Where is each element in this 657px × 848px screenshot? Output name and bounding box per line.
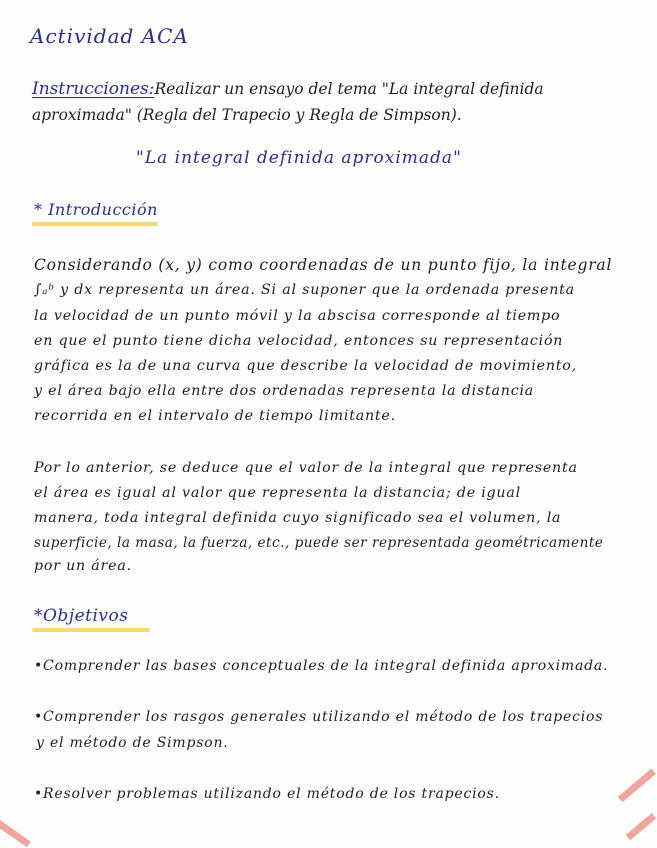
- instructions-label: Instrucciones:: [32, 79, 155, 99]
- essay-title: "La integral definida aproximada": [136, 148, 462, 168]
- intro-highlight: [32, 222, 158, 226]
- p1-line-3: la velocidad de un punto móvil y la abscisa corresponde al tiempo: [34, 308, 561, 324]
- corner-stripe-left: [0, 819, 31, 848]
- p2-line-4: superficie, la masa, la fuerza, etc., puede ser representada geométricamente: [34, 535, 604, 551]
- objective-item-3: •Resolver problemas utilizando el método de los trapecios.: [34, 786, 500, 802]
- p2-line-3: manera, toda integral definida cuyo significado sea el volumen, la: [34, 510, 562, 526]
- objectives-highlight: [32, 628, 150, 632]
- objective-item-2: •Comprender los rasgos generales utilizando el método de los trapecios: [34, 709, 604, 725]
- objective-item-1: •Comprender las bases conceptuales de la integral definida aproximada.: [34, 658, 609, 674]
- p1-line-2: ∫ₐᵇ y dx representa un área. Si al suponer que la ordenada presenta: [34, 282, 575, 298]
- instructions-line1: Realizar un ensayo del tema "La integral definida: [154, 80, 544, 98]
- p1-line-1: Considerando (x, y) como coordenadas de un punto fijo, la integral: [34, 256, 613, 274]
- objectives-heading: *Objetivos: [34, 606, 129, 626]
- intro-heading: * Introducción: [34, 200, 158, 219]
- p1-line-6: y el área bajo ella entre dos ordenadas representa la distancia: [34, 383, 535, 399]
- p1-line-5: gráfica es la de una curva que describe la velocidad de movimiento,: [34, 358, 577, 374]
- p1-line-7: recorrida en el intervalo de tiempo limitante.: [34, 408, 396, 424]
- corner-stripe-right-1: [618, 769, 656, 803]
- p2-line-1: Por lo anterior, se deduce que el valor de la integral que representa: [34, 460, 578, 476]
- p2-line-2: el área es igual al valor que representa la distancia; de igual: [34, 485, 521, 501]
- p2-line-5: por un área.: [34, 558, 132, 574]
- page-title: Actividad ACA: [30, 24, 189, 48]
- objective-item-2-cont: y el método de Simpson.: [36, 735, 229, 751]
- instructions-block: [32, 76, 632, 128]
- instructions-line2: aproximada" (Regla del Trapecio y Regla de Simpson).: [32, 106, 462, 124]
- corner-stripe-right-2: [626, 813, 657, 840]
- p1-line-4: en que el punto tiene dicha velocidad, entonces su representación: [34, 333, 564, 349]
